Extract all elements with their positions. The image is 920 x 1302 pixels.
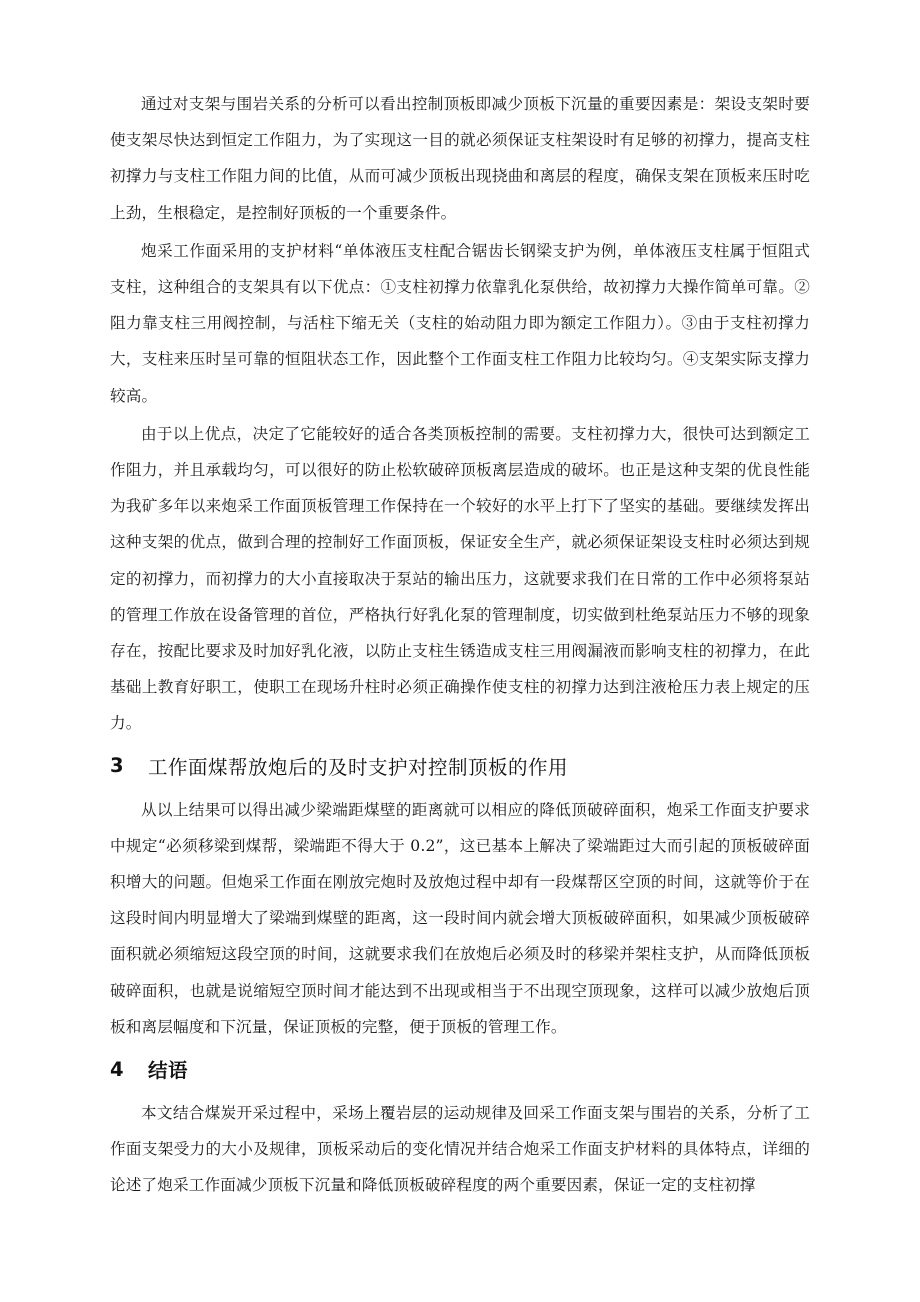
- section-3-number: 3: [110, 754, 124, 778]
- section-3-title: 工作面煤帮放炮后的及时支护对控制顶板的作用: [148, 755, 569, 779]
- paragraph-advantages: 由于以上优点，决定了它能较好的适合各类顶板控制的需要。支柱初撑力大，很快可达到额定工作阻力，并且承载均匀，可以很好的防止松软破碎顶板离层造成的破坏。也正是这种支架的优良性能为我矿多年以来炮采工作面顶板管理工作保持在一个较好的水平上打下了坚实的基础。要继续发挥出这种支架的优点，做到合理的控制好工作面顶板，保证安全生产，就必须保证架设支柱时必须达到规定的初撑力，而初撑力的大小直接取决于泵站的输出压力，这就要求我们在日常的工作中必须将泵站的管理工作放在设备管理的首位，严格执行好乳化泵的管理制度，切实做到杜绝泵站压力不够的现象存在，按配比要求及时加好乳化液，以防止支柱生锈造成支柱三用阀漏液而影响支柱的初撑力，在此基础上教育好职工，使职工在现场升柱时必须正确操作使支柱的初撑力达到注液枪压力表上规定的压力。: [110, 424, 810, 733]
- section-4-paragraph: 本文结合煤炭开采过程中，采场上覆岩层的运动规律及回采工作面支架与围岩的关系，分析了工作面支架受力的大小及规律，顶板采动后的变化情况并结合炮采工作面支护材料的具体特点，详细的论述了炮采工作面减少顶板下沉量和降低顶板破碎程度的两个重要因素，保证一定的支柱初撑: [110, 1104, 810, 1195]
- document-body: [110, 86, 810, 1205]
- section-4-heading: [110, 1047, 810, 1091]
- section-4-title: 结语: [148, 1059, 189, 1083]
- section-4-number: 4: [110, 1057, 124, 1081]
- paragraph-support-analysis: 通过对支架与围岩关系的分析可以看出控制顶板即减少顶板下沉量的重要因素是：架设支架时要使支架尽快达到恒定工作阻力，为了实现这一目的就必须保证支柱架设时有足够的初撑力，提高支柱初撑力与支柱工作阻力间的比值，从而可减少顶板出现挠曲和离层的程度，确保支架在顶板来压时吃上劲，生根稳定，是控制好顶板的一个重要条件。: [110, 95, 810, 222]
- section-3-heading: [110, 744, 810, 788]
- section-3-paragraph: 从以上结果可以得出减少梁端距煤壁的距离就可以相应的降低顶破碎面积，炮采工作面支护要求中规定“必须移梁到煤帮，梁端距不得大于 0.2”，这已基本上解决了梁端距过大而引起的顶板破碎面积增大的问题。但炮采工作面在刚放完炮时及放炮过程中却有一段煤帮区空顶的时间，这就等价于在这段时间内明显增大了梁端到煤壁的距离，这一段时间内就会增大顶板破碎面积，如果减少顶板破碎面积就必须缩短这段空顶的时间，这就要求我们在放炮后必须及时的移梁并架柱支护，从而降低顶板破碎面积，也就是说缩短空顶时间才能达到不出现或相当于不出现空顶现象，这样可以减少放炮后顶板和离层幅度和下沉量，保证顶板的完整，便于顶板的管理工作。: [110, 800, 810, 1036]
- paragraph-support-materials: 炮采工作面采用的支护材料“单体液压支柱配合锯齿长钢梁支护为例，单体液压支柱属于恒阻式支柱，这种组合的支架具有以下优点：①支柱初撑力依靠乳化泵供给，故初撑力大操作简单可靠。②阻力靠支柱三用阀控制，与活柱下缩无关（支柱的始动阻力即为额定工作阻力）。③由于支柱初撑力大，支柱来压时呈可靠的恒阻状态工作，因此整个工作面支柱工作阻力比较均匀。④支架实际支撑力较高。: [110, 241, 810, 405]
